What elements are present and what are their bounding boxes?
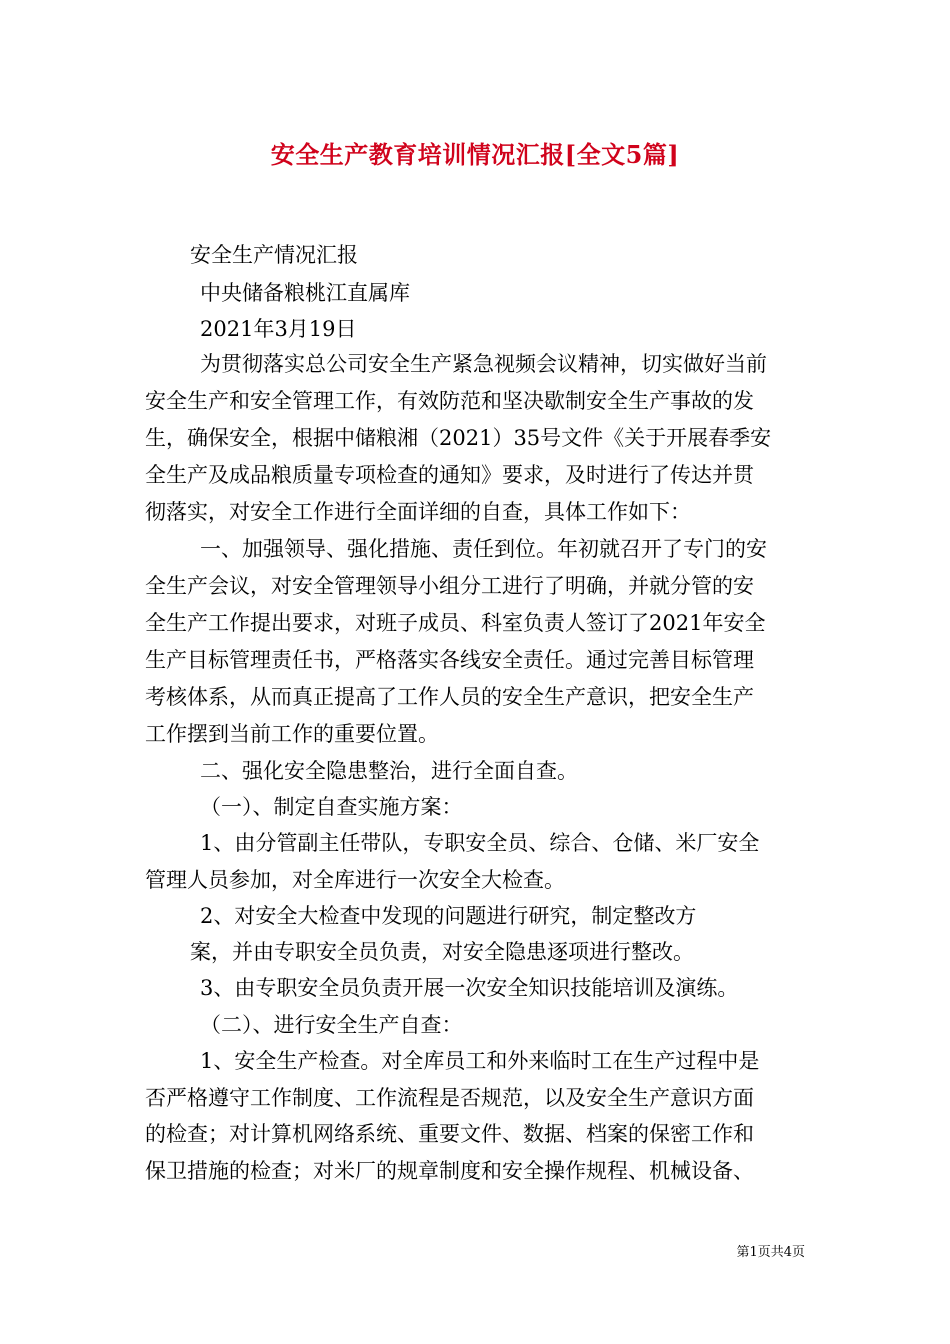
body-line: 保卫措施的检查；对米厂的规章制度和安全操作规程、机械设备、 (145, 1159, 754, 1183)
body-line: 中央储备粮桃江直属库 (200, 281, 410, 305)
body-line: 二、强化安全隐患整治，进行全面自查。 (200, 759, 578, 783)
body-line: 管理人员参加，对全库进行一次安全大检查。 (145, 868, 565, 892)
body-line: 案，并由专职安全员负责，对安全隐患逐项进行整改。 (190, 940, 694, 964)
body-line: 全生产工作提出要求，对班子成员、科室负责人签订了2021年安全 (145, 611, 766, 635)
body-line: 安全生产和安全管理工作，有效防范和坚决歇制安全生产事故的发 (145, 389, 754, 413)
body-line: （一）、制定自查实施方案： (200, 795, 463, 819)
document-title: 安全生产教育培训情况汇报[全文5篇] (270, 140, 680, 169)
body-line: 1、由分管副主任带队，专职安全员、综合、仓储、米厂安全 (200, 831, 760, 855)
body-line: 彻落实，对安全工作进行全面详细的自查，具体工作如下： (145, 500, 691, 524)
body-line: 生产目标管理责任书，严格落实各线安全责任。通过完善目标管理 (145, 648, 754, 672)
body-line: 生，确保安全，根据中储粮湘（2021）35号文件《关于开展春季安 (145, 426, 772, 450)
body-line: 2、对安全大检查中发现的问题进行研究，制定整改方 (200, 904, 697, 928)
body-line: 的检查；对计算机网络系统、重要文件、数据、档案的保密工作和 (145, 1122, 754, 1146)
body-line: 2021年3月19日 (200, 317, 357, 341)
body-line: 一、加强领导、强化措施、责任到位。年初就召开了专门的安 (200, 537, 767, 561)
body-line: 全生产及成品粮质量专项检查的通知》要求，及时进行了传达并贯 (145, 463, 754, 487)
body-line: 1、安全生产检查。对全库员工和外来临时工在生产过程中是 (200, 1049, 760, 1073)
body-line: 安全生产情况汇报 (190, 243, 358, 267)
body-line: 全生产会议，对安全管理领导小组分工进行了明确，并就分管的安 (145, 574, 754, 598)
body-line: 为贯彻落实总公司安全生产紧急视频会议精神，切实做好当前 (200, 352, 767, 376)
body-line: （二）、进行安全生产自查： (200, 1013, 463, 1037)
body-line: 工作摆到当前工作的重要位置。 (145, 722, 439, 746)
body-line: 3、由专职安全员负责开展一次安全知识技能培训及演练。 (200, 976, 739, 1000)
body-line: 否严格遵守工作制度、工作流程是否规范，以及安全生产意识方面 (145, 1086, 754, 1110)
body-line: 考核体系，从而真正提高了工作人员的安全生产意识，把安全生产 (145, 685, 754, 709)
page-footer: 第1页共4页 (736, 1245, 805, 1260)
